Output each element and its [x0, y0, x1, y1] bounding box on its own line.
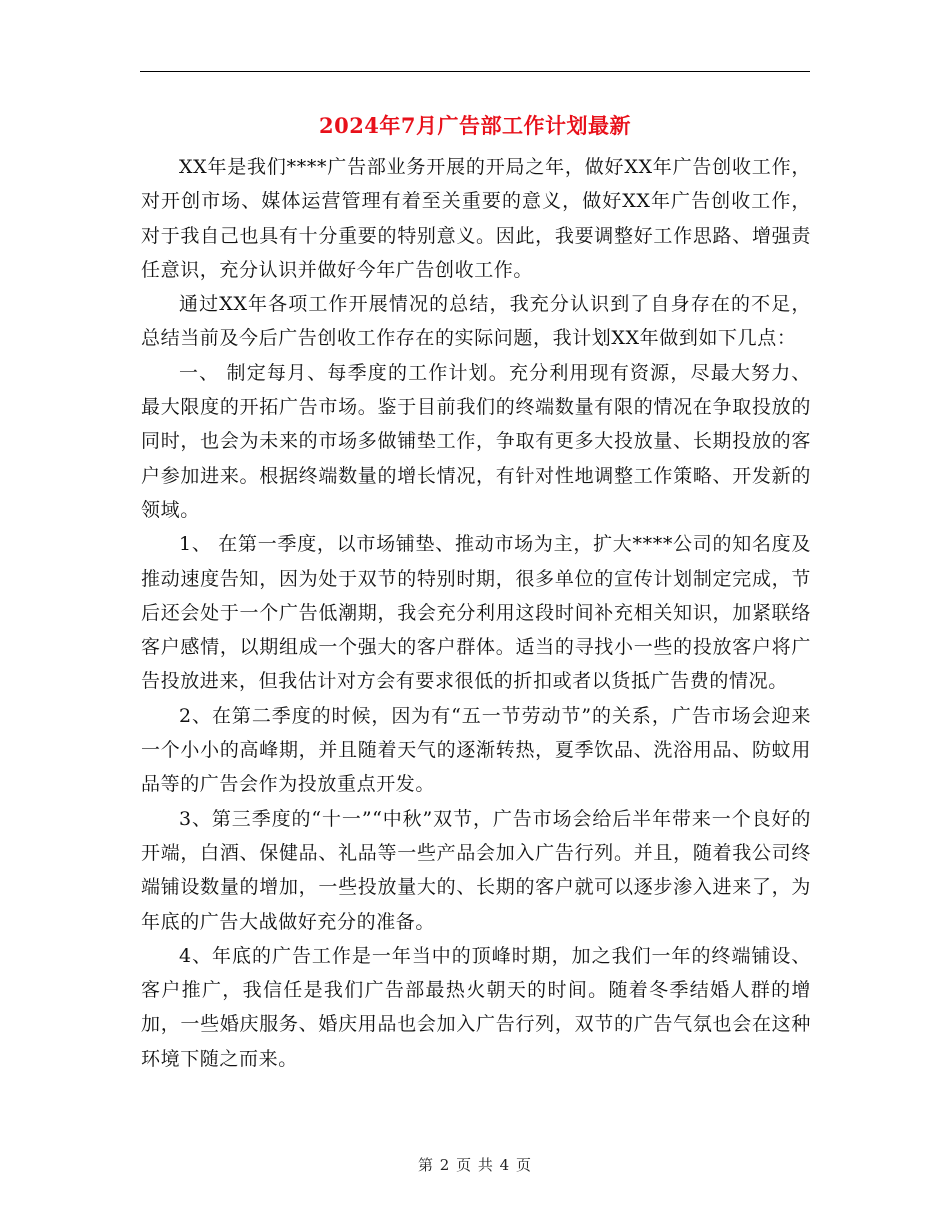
paragraph-q1: 1、 在第一季度，以市场铺垫、推动市场为主，扩大****公司的知名度及推动速度告知，因为处于双节的特别时期，很多单位的宣传计划制定完成，节后还会处于一个广告低潮期，我会充分利用这段时间补充相关知识，加紧联络客户感情，以期组成一个强大的客户群体。适当的寻找小一些的投放客户将广告投放进来，但我估计对方会有要求很低的折扣或者以货抵广告费的情况。	[141, 533, 811, 693]
page-number: 第 2 页 共 4 页	[418, 1156, 532, 1174]
paragraph-plan-overview: 一、 制定每月、每季度的工作计划。充分利用现有资源，尽最大努力、最大限度的开拓广告市场。鉴于目前我们的终端数量有限的情况在争取投放的同时，也会为未来的市场多做铺垫工作，争取有更多大投放量、长期投放的客户参加进来。根据终端数量的增长情况，有针对性地调整工作策略、开发新的领域。	[141, 361, 811, 521]
paragraph-intro: XX年是我们****广告部业务开展的开局之年，做好XX年广告创收工作，对开创市场、媒体运营管理有着至关重要的意义，做好XX年广告创收工作，对于我自己也具有十分重要的特别意义。因此，我要调整好工作思路、增强责任意识，充分认识并做好今年广告创收工作。	[141, 156, 811, 281]
paragraph-summary: 通过XX年各项工作开展情况的总结，我充分认识到了自身存在的不足，总结当前及今后广告创收工作存在的实际问题，我计划XX年做到如下几点：	[141, 293, 811, 350]
header-rule	[140, 71, 810, 72]
paragraph-q2: 2、在第二季度的时候，因为有“五一节劳动节”的关系，广告市场会迎来一个小小的高峰期，并且随着天气的逐渐转热，夏季饮品、洗浴用品、防蚊用品等的广告会作为投放重点开发。	[141, 704, 811, 796]
document-title: 2024年7月广告部工作计划最新	[318, 113, 632, 138]
document-body	[141, 150, 811, 1076]
paragraph-q3: 3、第三季度的“十一”“中秋”双节，广告市场会给后半年带来一个良好的开端，白酒、保健品、礼品等一些产品会加入广告行列。并且，随着我公司终端铺设数量的增加，一些投放量大的、长期的客户就可以逐步渗入进来了，为年底的广告大战做好充分的准备。	[141, 807, 811, 933]
paragraph-q4: 4、年底的广告工作是一年当中的顶峰时期，加之我们一年的终端铺设、客户推广，我信任是我们广告部最热火朝天的时间。随着冬季结婚人群的增加，一些婚庆服务、婚庆用品也会加入广告行列，双节的广告气氛也会在这种环境下随之而来。	[141, 944, 811, 1070]
